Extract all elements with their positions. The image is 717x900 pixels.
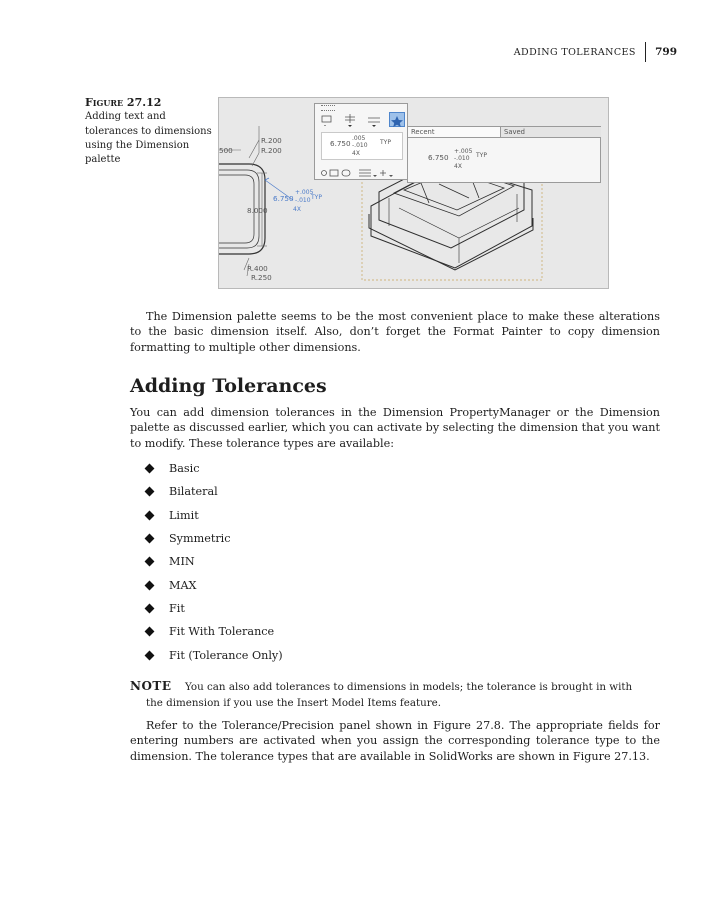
label-r-bot-2: R.250 <box>251 273 272 282</box>
list-item-text: Basic <box>169 462 200 476</box>
label-vert-dim: 8.000 <box>247 206 268 215</box>
list-item <box>145 643 283 666</box>
label-blue-count: 4X <box>293 206 301 213</box>
panel-value: 6.750 <box>428 153 449 162</box>
list-item-text: Fit <box>169 601 185 615</box>
list-item-text: MIN <box>169 555 195 569</box>
label-blue-typ: TYP <box>311 194 322 201</box>
list-item <box>145 480 283 503</box>
list-item <box>145 457 283 480</box>
list-item <box>145 527 283 550</box>
tab-saved[interactable]: Saved <box>500 127 601 138</box>
figure-screenshot <box>218 97 609 289</box>
star-icon <box>390 115 404 128</box>
list-item-text: Fit (Tolerance Only) <box>169 648 283 662</box>
palette-text-area[interactable] <box>321 132 403 160</box>
list-item <box>145 550 283 573</box>
note-label: NOTE <box>130 679 172 693</box>
list-item <box>145 573 283 596</box>
recent-style-item[interactable] <box>424 143 496 173</box>
figure-caption <box>85 96 215 167</box>
note-text: You can also add tolerances to dimensions in models; the tolerance is brought in with the dimension if you use the Insert Model Items feature. <box>146 681 633 709</box>
list-item <box>145 504 283 527</box>
figure-label: Figure 27.12 <box>85 96 162 109</box>
dimension-text-button[interactable] <box>367 112 381 125</box>
bullet-diamond-icon <box>145 650 155 660</box>
precision-button[interactable] <box>343 112 357 125</box>
list-item <box>145 597 283 620</box>
dimension-palette[interactable] <box>314 103 408 180</box>
label-r-top-2: R.200 <box>261 146 282 155</box>
paragraph-1: The Dimension palette seems to be the most convenient place to make these alterations to the basic dimension itself. Also, don’t forget the Format Painter to copy dimension formatting to multiple other dimensions. <box>130 310 660 354</box>
panel-count: 4X <box>454 163 462 170</box>
label-left-dim: 500 <box>219 146 233 155</box>
paragraph-2: You can add dimension tolerances in the Dimension PropertyManager or the Dimension palette as discussed earlier, which you can activate by selecting the dimension that you want to modify. These tolerance types are available: <box>130 406 660 450</box>
panel-tol-plus: +.005 <box>454 148 473 155</box>
label-blue-tol-plus: +.005 <box>295 189 314 196</box>
tab-recent[interactable]: Recent <box>408 127 503 138</box>
bullet-diamond-icon <box>145 464 155 474</box>
list-item <box>145 620 283 643</box>
bullet-diamond-icon <box>145 487 155 497</box>
list-item-text: Fit With Tolerance <box>169 625 275 639</box>
panel-typ: TYP <box>476 152 487 159</box>
palette-bottom-toolbar <box>319 164 405 176</box>
label-blue-tol-minus: -.010 <box>295 197 311 204</box>
palette-count: 4X <box>352 150 360 157</box>
list-item-text: MAX <box>169 578 197 592</box>
favorites-panel <box>407 126 601 183</box>
bullet-diamond-icon <box>145 510 155 520</box>
page-number: 799 <box>655 46 677 58</box>
palette-grip[interactable] <box>321 105 335 111</box>
bullet-diamond-icon <box>145 580 155 590</box>
palette-tol-minus: -.010 <box>352 142 368 149</box>
tolerance-type-list <box>145 457 283 667</box>
label-r-bot-1: R.400 <box>247 264 268 273</box>
note-block <box>130 679 650 711</box>
palette-tol-plus: .005 <box>352 135 366 142</box>
panel-tol-minus: -.010 <box>454 155 470 162</box>
bullet-diamond-icon <box>145 627 155 637</box>
label-r-top-1: R.200 <box>261 136 282 145</box>
running-header-title: ADDING TOLERANCES <box>513 46 636 58</box>
list-item-text: Limit <box>169 508 199 522</box>
figure-caption-text: Adding text and tolerances to dimensions using the Dimension palette <box>85 111 212 166</box>
style-favorites-button[interactable] <box>389 112 405 127</box>
palette-value: 6.750 <box>330 139 351 148</box>
paragraph-3: Refer to the Tolerance/Precision panel shown in Figure 27.8. The appropriate fields for entering numbers are activated when you assign the corresponding tolerance type to the dimension. The tolerance types that are available in SolidWorks are shown in Figure 27.13. <box>130 719 660 763</box>
bullet-diamond-icon <box>145 603 155 613</box>
bullet-diamond-icon <box>145 534 155 544</box>
tolerance-type-button[interactable] <box>321 112 335 125</box>
bullet-diamond-icon <box>145 557 155 567</box>
list-item-text: Symmetric <box>169 532 231 546</box>
palette-typ: TYP <box>380 139 391 146</box>
running-header <box>514 42 677 62</box>
label-blue-dim: 6.750 <box>273 194 294 203</box>
list-item-text: Bilateral <box>169 485 218 499</box>
section-heading: Adding Tolerances <box>130 375 327 397</box>
